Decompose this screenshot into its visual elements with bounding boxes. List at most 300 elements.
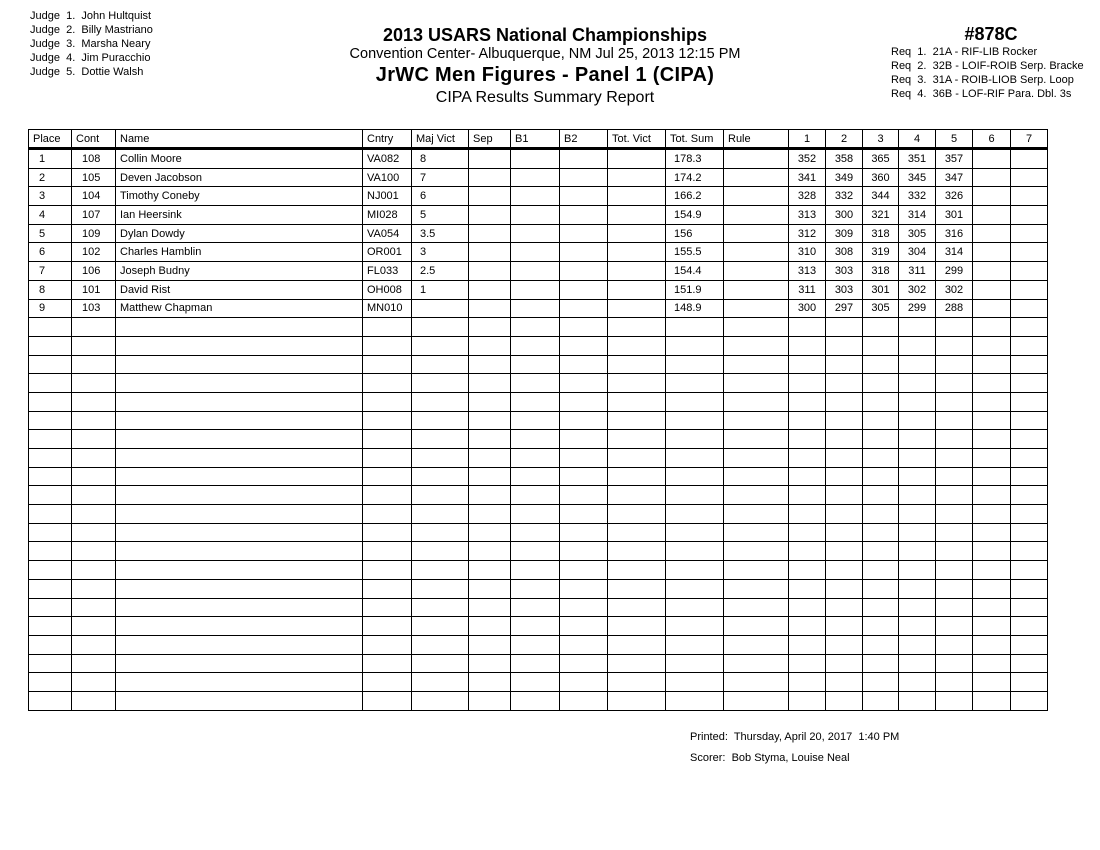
empty-cell xyxy=(116,449,363,468)
col-header-cntry: Cntry xyxy=(363,130,412,149)
cell-rule xyxy=(724,262,789,281)
cell-j5: 302 xyxy=(936,280,973,299)
empty-cell xyxy=(72,542,116,561)
empty-cell xyxy=(412,523,469,542)
empty-cell xyxy=(412,635,469,654)
requirement-4: Req 4. 36B - LOF-RIF Para. Dbl. 3s xyxy=(891,88,1072,100)
cell-tot-sum: 154.9 xyxy=(666,206,724,225)
empty-cell xyxy=(826,467,863,486)
empty-table-row xyxy=(29,355,1048,374)
empty-cell xyxy=(116,505,363,524)
cell-place: 4 xyxy=(29,206,72,225)
empty-cell xyxy=(936,635,973,654)
empty-cell xyxy=(899,374,936,393)
cell-j5: 316 xyxy=(936,224,973,243)
cell-maj-vict: 6 xyxy=(412,187,469,206)
empty-cell xyxy=(1011,336,1048,355)
empty-cell xyxy=(826,505,863,524)
scorer-names: Scorer: Bob Styma, Louise Neal xyxy=(690,752,850,764)
empty-cell xyxy=(724,486,789,505)
col-header-b2: B2 xyxy=(560,130,608,149)
cell-name: Collin Moore xyxy=(116,149,363,169)
empty-cell xyxy=(666,449,724,468)
empty-cell xyxy=(666,392,724,411)
empty-cell xyxy=(863,392,899,411)
cell-b1 xyxy=(511,206,560,225)
empty-cell xyxy=(1011,505,1048,524)
cell-j1: 313 xyxy=(789,206,826,225)
cell-tot-sum: 148.9 xyxy=(666,299,724,318)
empty-cell xyxy=(789,467,826,486)
empty-cell xyxy=(936,355,973,374)
cell-j5: 357 xyxy=(936,149,973,169)
cell-tot-sum: 178.3 xyxy=(666,149,724,169)
empty-cell xyxy=(899,505,936,524)
col-header-judge-7: 7 xyxy=(1011,130,1048,149)
cell-j6 xyxy=(973,243,1011,262)
empty-cell xyxy=(826,411,863,430)
empty-cell xyxy=(412,654,469,673)
empty-cell xyxy=(826,374,863,393)
cell-j7 xyxy=(1011,187,1048,206)
empty-cell xyxy=(29,505,72,524)
empty-cell xyxy=(936,449,973,468)
empty-cell xyxy=(666,374,724,393)
empty-cell xyxy=(608,561,666,580)
cell-rule xyxy=(724,149,789,169)
empty-cell xyxy=(936,673,973,692)
empty-cell xyxy=(608,654,666,673)
empty-cell xyxy=(469,392,511,411)
cell-j7 xyxy=(1011,262,1048,281)
empty-cell xyxy=(412,598,469,617)
cell-place: 5 xyxy=(29,224,72,243)
empty-cell xyxy=(936,411,973,430)
cell-tot-vict xyxy=(608,168,666,187)
empty-cell xyxy=(973,374,1011,393)
empty-cell xyxy=(116,392,363,411)
empty-cell xyxy=(72,486,116,505)
empty-cell xyxy=(826,523,863,542)
empty-table-row xyxy=(29,392,1048,411)
empty-cell xyxy=(72,430,116,449)
cell-rule xyxy=(724,243,789,262)
empty-cell xyxy=(863,505,899,524)
empty-table-row xyxy=(29,486,1048,505)
empty-cell xyxy=(789,318,826,337)
empty-cell xyxy=(936,467,973,486)
results-body xyxy=(29,149,1048,711)
empty-cell xyxy=(826,392,863,411)
empty-cell xyxy=(116,691,363,710)
cell-j6 xyxy=(973,168,1011,187)
empty-table-row xyxy=(29,411,1048,430)
cell-j6 xyxy=(973,280,1011,299)
empty-table-row xyxy=(29,523,1048,542)
empty-cell xyxy=(936,486,973,505)
empty-cell xyxy=(863,374,899,393)
cell-j5: 314 xyxy=(936,243,973,262)
empty-cell xyxy=(608,486,666,505)
empty-cell xyxy=(511,505,560,524)
competition-number: #878C xyxy=(964,24,1018,44)
empty-cell xyxy=(511,561,560,580)
cell-b2 xyxy=(560,243,608,262)
empty-cell xyxy=(469,542,511,561)
cell-name: Charles Hamblin xyxy=(116,243,363,262)
cell-cont: 105 xyxy=(72,168,116,187)
cell-j1: 313 xyxy=(789,262,826,281)
empty-cell xyxy=(560,542,608,561)
empty-cell xyxy=(511,318,560,337)
cell-j5: 288 xyxy=(936,299,973,318)
cell-maj-vict: 3 xyxy=(412,243,469,262)
empty-cell xyxy=(973,505,1011,524)
cell-b1 xyxy=(511,168,560,187)
table-row xyxy=(29,187,1048,206)
cell-j2: 303 xyxy=(826,262,863,281)
empty-cell xyxy=(511,467,560,486)
cell-j7 xyxy=(1011,299,1048,318)
cell-name: Timothy Coneby xyxy=(116,187,363,206)
empty-cell xyxy=(72,449,116,468)
empty-cell xyxy=(511,654,560,673)
cell-tot-vict xyxy=(608,243,666,262)
empty-table-row xyxy=(29,579,1048,598)
cell-cont: 104 xyxy=(72,187,116,206)
col-header-judge-3: 3 xyxy=(863,130,899,149)
empty-cell xyxy=(560,505,608,524)
cell-name: Dylan Dowdy xyxy=(116,224,363,243)
empty-cell xyxy=(899,467,936,486)
empty-cell xyxy=(789,635,826,654)
cell-j7 xyxy=(1011,224,1048,243)
empty-cell xyxy=(1011,411,1048,430)
cell-place: 8 xyxy=(29,280,72,299)
empty-cell xyxy=(116,467,363,486)
empty-cell xyxy=(560,392,608,411)
cell-tot-vict xyxy=(608,206,666,225)
empty-cell xyxy=(863,411,899,430)
col-header-judge-6: 6 xyxy=(973,130,1011,149)
empty-table-row xyxy=(29,654,1048,673)
empty-cell xyxy=(936,561,973,580)
empty-cell xyxy=(560,617,608,636)
empty-table-row xyxy=(29,374,1048,393)
cell-j7 xyxy=(1011,280,1048,299)
empty-cell xyxy=(724,617,789,636)
empty-cell xyxy=(1011,318,1048,337)
empty-cell xyxy=(469,411,511,430)
empty-cell xyxy=(1011,467,1048,486)
empty-cell xyxy=(363,449,412,468)
cell-tot-vict xyxy=(608,299,666,318)
empty-cell xyxy=(936,523,973,542)
empty-cell xyxy=(608,318,666,337)
empty-cell xyxy=(363,392,412,411)
empty-cell xyxy=(666,430,724,449)
cell-tot-sum: 174.2 xyxy=(666,168,724,187)
empty-cell xyxy=(899,411,936,430)
empty-cell xyxy=(29,542,72,561)
empty-cell xyxy=(511,336,560,355)
cell-j3: 360 xyxy=(863,168,899,187)
empty-cell xyxy=(72,411,116,430)
cell-j4: 299 xyxy=(899,299,936,318)
col-header-judge-1: 1 xyxy=(789,130,826,149)
empty-table-row xyxy=(29,598,1048,617)
cell-tot-vict xyxy=(608,280,666,299)
empty-cell xyxy=(412,486,469,505)
empty-table-row xyxy=(29,691,1048,710)
cell-j2: 308 xyxy=(826,243,863,262)
empty-cell xyxy=(560,355,608,374)
empty-cell xyxy=(608,336,666,355)
empty-cell xyxy=(789,336,826,355)
cell-j2: 303 xyxy=(826,280,863,299)
cell-b1 xyxy=(511,187,560,206)
empty-cell xyxy=(936,318,973,337)
empty-cell xyxy=(1011,617,1048,636)
empty-cell xyxy=(1011,673,1048,692)
empty-table-row xyxy=(29,505,1048,524)
empty-cell xyxy=(511,486,560,505)
empty-cell xyxy=(29,430,72,449)
empty-cell xyxy=(511,392,560,411)
empty-cell xyxy=(72,505,116,524)
empty-cell xyxy=(863,336,899,355)
empty-cell xyxy=(116,430,363,449)
cell-cntry: VA054 xyxy=(363,224,412,243)
cell-j5: 299 xyxy=(936,262,973,281)
empty-cell xyxy=(1011,542,1048,561)
empty-cell xyxy=(863,579,899,598)
empty-cell xyxy=(469,318,511,337)
cell-cntry: FL033 xyxy=(363,262,412,281)
empty-cell xyxy=(1011,635,1048,654)
cell-maj-vict: 5 xyxy=(412,206,469,225)
empty-cell xyxy=(724,673,789,692)
empty-cell xyxy=(973,673,1011,692)
cell-cont: 107 xyxy=(72,206,116,225)
cell-j2: 349 xyxy=(826,168,863,187)
empty-cell xyxy=(560,430,608,449)
empty-cell xyxy=(72,374,116,393)
empty-cell xyxy=(666,505,724,524)
empty-cell xyxy=(826,654,863,673)
empty-cell xyxy=(724,374,789,393)
venue-datetime: Convention Center- Albuquerque, NM Jul 25, 2013 12:15 PM xyxy=(349,46,741,62)
table-row xyxy=(29,280,1048,299)
empty-cell xyxy=(608,374,666,393)
empty-cell xyxy=(363,318,412,337)
empty-cell xyxy=(863,355,899,374)
empty-cell xyxy=(72,467,116,486)
empty-cell xyxy=(363,467,412,486)
empty-cell xyxy=(789,542,826,561)
empty-cell xyxy=(826,617,863,636)
col-header-name: Name xyxy=(116,130,363,149)
empty-cell xyxy=(511,449,560,468)
cell-rule xyxy=(724,168,789,187)
empty-cell xyxy=(116,561,363,580)
empty-cell xyxy=(29,449,72,468)
empty-cell xyxy=(666,486,724,505)
empty-cell xyxy=(29,579,72,598)
empty-cell xyxy=(789,392,826,411)
empty-cell xyxy=(560,374,608,393)
cell-cont: 102 xyxy=(72,243,116,262)
empty-cell xyxy=(29,374,72,393)
cell-cntry: OR001 xyxy=(363,243,412,262)
empty-cell xyxy=(899,635,936,654)
empty-cell xyxy=(666,561,724,580)
col-header-tot-sum: Tot. Sum xyxy=(666,130,724,149)
judge-3: Judge 3. Marsha Neary xyxy=(30,38,151,50)
empty-cell xyxy=(826,336,863,355)
cell-j1: 352 xyxy=(789,149,826,169)
empty-cell xyxy=(511,355,560,374)
cell-maj-vict: 1 xyxy=(412,280,469,299)
empty-cell xyxy=(469,673,511,692)
empty-cell xyxy=(826,430,863,449)
cell-sep xyxy=(469,187,511,206)
cell-place: 6 xyxy=(29,243,72,262)
cell-maj-vict: 3.5 xyxy=(412,224,469,243)
empty-cell xyxy=(666,523,724,542)
empty-cell xyxy=(29,486,72,505)
empty-cell xyxy=(29,691,72,710)
empty-cell xyxy=(363,654,412,673)
empty-cell xyxy=(1011,598,1048,617)
empty-cell xyxy=(29,598,72,617)
cell-sep xyxy=(469,224,511,243)
empty-cell xyxy=(608,467,666,486)
panel-title: JrWC Men Figures - Panel 1 (CIPA) xyxy=(375,64,715,86)
empty-cell xyxy=(666,411,724,430)
empty-cell xyxy=(72,598,116,617)
empty-cell xyxy=(511,598,560,617)
cell-sep xyxy=(469,262,511,281)
empty-cell xyxy=(863,635,899,654)
empty-cell xyxy=(899,430,936,449)
table-row xyxy=(29,262,1048,281)
judge-5: Judge 5. Dottie Walsh xyxy=(30,66,144,78)
empty-cell xyxy=(72,355,116,374)
empty-cell xyxy=(29,673,72,692)
empty-cell xyxy=(973,430,1011,449)
empty-cell xyxy=(29,392,72,411)
cell-j4: 304 xyxy=(899,243,936,262)
empty-cell xyxy=(29,467,72,486)
empty-cell xyxy=(29,561,72,580)
empty-cell xyxy=(72,392,116,411)
empty-cell xyxy=(826,561,863,580)
cell-maj-vict: 8 xyxy=(412,149,469,169)
col-header-rule: Rule xyxy=(724,130,789,149)
empty-cell xyxy=(412,467,469,486)
cell-j7 xyxy=(1011,168,1048,187)
empty-cell xyxy=(899,336,936,355)
cell-b2 xyxy=(560,187,608,206)
cell-tot-vict xyxy=(608,262,666,281)
empty-cell xyxy=(469,691,511,710)
empty-cell xyxy=(666,542,724,561)
empty-cell xyxy=(826,542,863,561)
empty-cell xyxy=(936,691,973,710)
empty-cell xyxy=(511,411,560,430)
empty-cell xyxy=(973,579,1011,598)
empty-cell xyxy=(116,318,363,337)
empty-cell xyxy=(724,318,789,337)
cell-place: 1 xyxy=(29,149,72,169)
cell-cont: 101 xyxy=(72,280,116,299)
cell-j4: 311 xyxy=(899,262,936,281)
empty-cell xyxy=(363,523,412,542)
cell-j1: 311 xyxy=(789,280,826,299)
cell-j3: 305 xyxy=(863,299,899,318)
cell-j2: 332 xyxy=(826,187,863,206)
empty-cell xyxy=(863,673,899,692)
cell-j2: 358 xyxy=(826,149,863,169)
empty-cell xyxy=(973,318,1011,337)
cell-name: David Rist xyxy=(116,280,363,299)
empty-cell xyxy=(412,542,469,561)
empty-cell xyxy=(936,505,973,524)
cell-j5: 326 xyxy=(936,187,973,206)
empty-cell xyxy=(973,486,1011,505)
empty-cell xyxy=(608,505,666,524)
empty-table-row xyxy=(29,430,1048,449)
cell-maj-vict: 7 xyxy=(412,168,469,187)
empty-cell xyxy=(560,673,608,692)
empty-cell xyxy=(469,561,511,580)
empty-cell xyxy=(666,355,724,374)
col-header-judge-5: 5 xyxy=(936,130,973,149)
empty-cell xyxy=(511,523,560,542)
empty-cell xyxy=(116,654,363,673)
empty-cell xyxy=(412,336,469,355)
empty-cell xyxy=(826,486,863,505)
empty-cell xyxy=(412,411,469,430)
empty-cell xyxy=(789,561,826,580)
cell-tot-vict xyxy=(608,224,666,243)
empty-cell xyxy=(511,542,560,561)
cell-j2: 300 xyxy=(826,206,863,225)
empty-cell xyxy=(469,449,511,468)
col-header-judge-4: 4 xyxy=(899,130,936,149)
empty-cell xyxy=(863,467,899,486)
empty-cell xyxy=(826,635,863,654)
cell-j4: 351 xyxy=(899,149,936,169)
empty-cell xyxy=(29,336,72,355)
cell-rule xyxy=(724,224,789,243)
empty-cell xyxy=(724,598,789,617)
cell-j1: 341 xyxy=(789,168,826,187)
empty-table-row xyxy=(29,467,1048,486)
empty-cell xyxy=(412,355,469,374)
cell-j4: 332 xyxy=(899,187,936,206)
cell-j4: 305 xyxy=(899,224,936,243)
cell-j1: 312 xyxy=(789,224,826,243)
empty-cell xyxy=(469,579,511,598)
table-row xyxy=(29,149,1048,169)
empty-cell xyxy=(412,691,469,710)
empty-cell xyxy=(469,635,511,654)
cell-place: 7 xyxy=(29,262,72,281)
cell-b1 xyxy=(511,149,560,169)
cell-tot-sum: 154.4 xyxy=(666,262,724,281)
